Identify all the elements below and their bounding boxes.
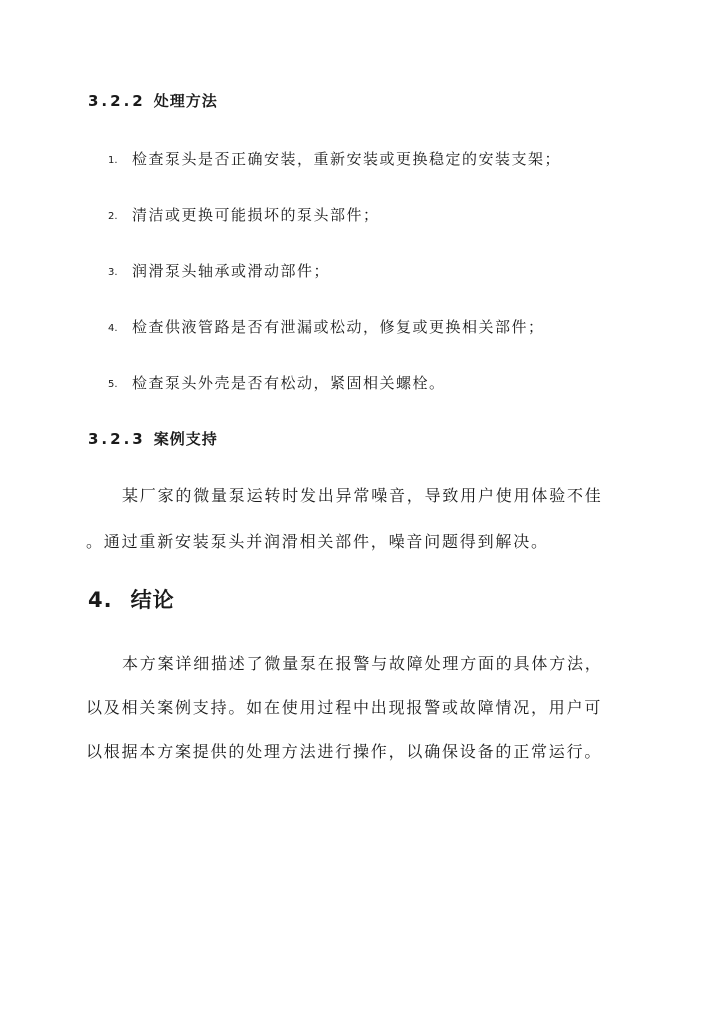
section-number: 3.2.3: [88, 430, 146, 448]
section-heading-3-2-2: [88, 91, 218, 111]
section-title: 处理方法: [153, 92, 218, 110]
list-item: [108, 373, 446, 395]
list-marker: 3.: [108, 267, 118, 278]
paragraph-line: 以根据本方案提供的处理方法进行操作，以确保设备的正常运行。: [86, 742, 603, 761]
list-marker: 1.: [108, 155, 118, 166]
list-item: [108, 261, 330, 283]
section-title: 结论: [130, 588, 175, 612]
list-marker: 5.: [108, 379, 118, 390]
paragraph-line: 以及相关案例支持。如在使用过程中出现报警或故障情况，用户可: [86, 698, 603, 717]
paragraph-line: 本方案详细描述了微量泵在报警与故障处理方面的具体方法，: [122, 654, 603, 673]
list-item-text: 检查泵头是否正确安装，重新安装或更换稳定的安装支架；: [132, 150, 562, 168]
list-item-text: 清洁或更换可能损坏的泵头部件；: [132, 206, 380, 224]
section-title: 案例支持: [153, 430, 218, 448]
section-number: 3.2.2: [88, 92, 146, 110]
section-heading-4: [88, 587, 175, 613]
paragraph-line: 。通过重新安装泵头并润滑相关部件，噪音问题得到解决。: [86, 532, 549, 551]
list-item-text: 检查泵头外壳是否有松动，紧固相关螺栓。: [132, 374, 446, 392]
section-heading-3-2-3: [88, 429, 218, 449]
list-item-text: 润滑泵头轴承或滑动部件；: [132, 262, 331, 280]
paragraph-line: 某厂家的微量泵运转时发出异常噪音，导致用户使用体验不佳: [122, 486, 603, 505]
list-item: [108, 205, 380, 227]
list-marker: 2.: [108, 211, 118, 222]
list-item-text: 检查供液管路是否有泄漏或松动，修复或更换相关部件；: [132, 318, 545, 336]
list-marker: 4.: [108, 323, 118, 334]
list-item: [108, 149, 561, 171]
list-item: [108, 317, 545, 339]
section-number: 4.: [88, 588, 113, 612]
